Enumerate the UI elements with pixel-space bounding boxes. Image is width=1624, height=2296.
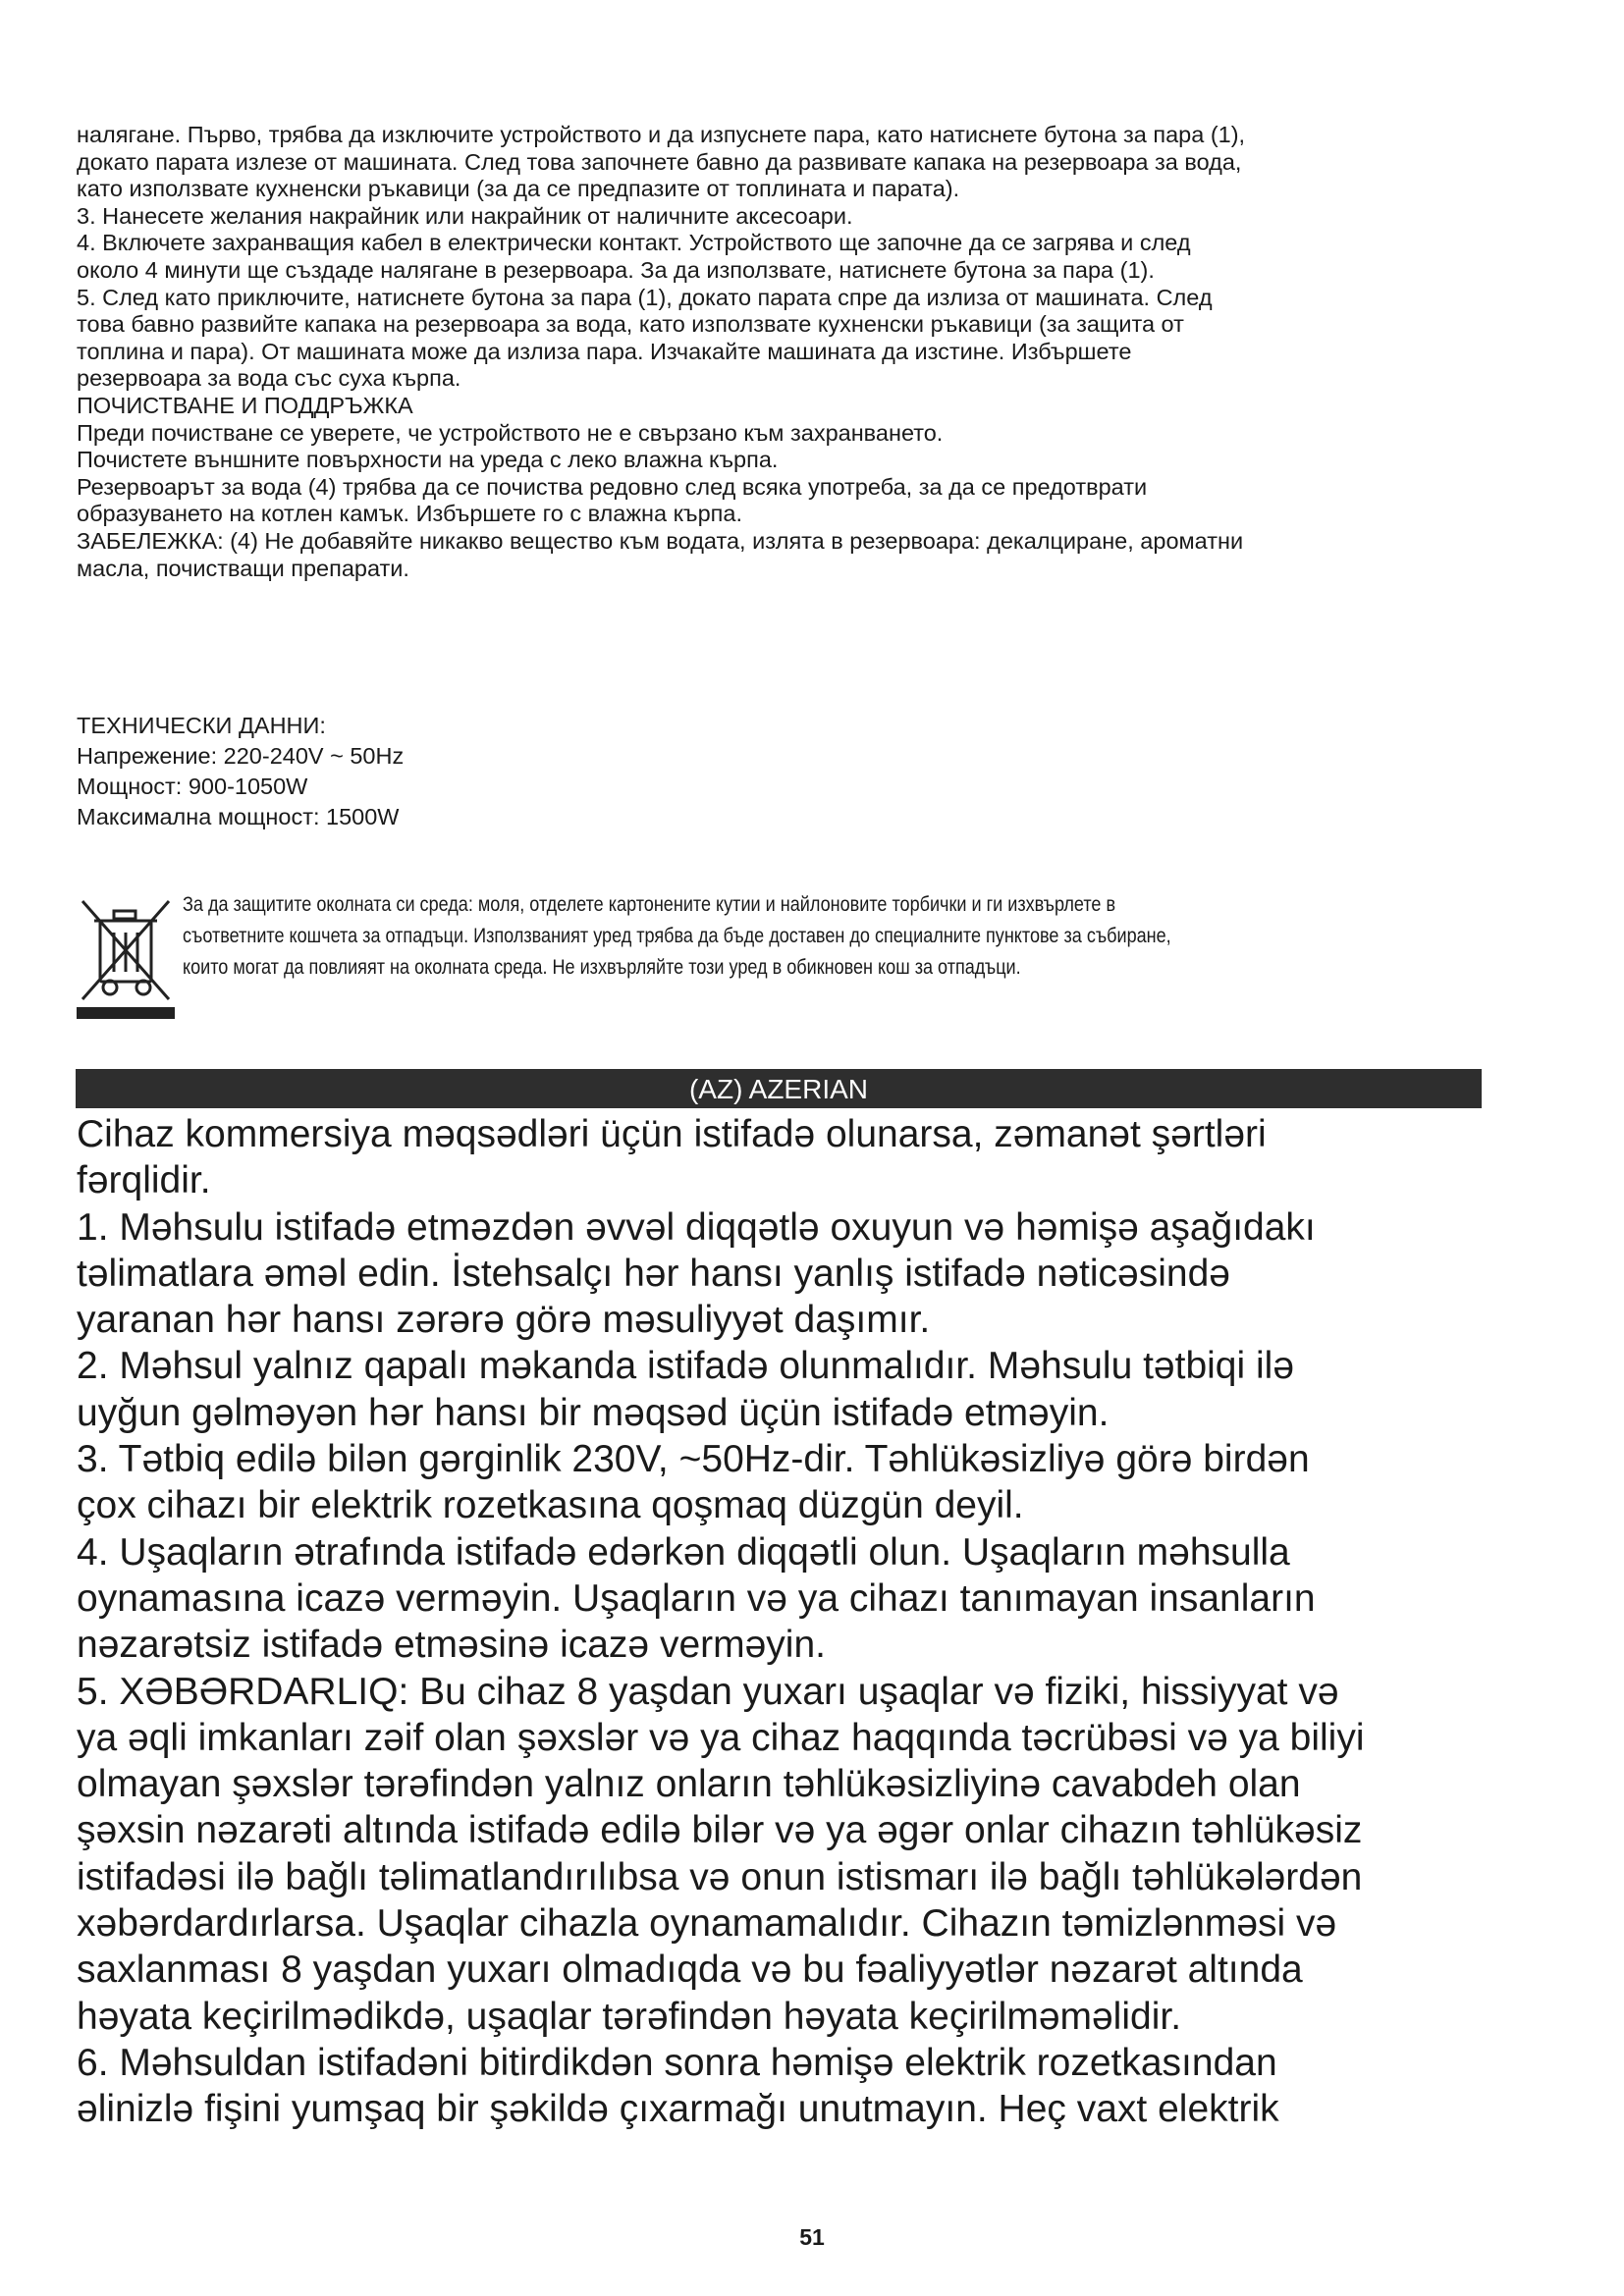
text-line: топлина и пара). От машината може да излиза пара. Изчакайте машината да изстине. Избършете	[77, 338, 1132, 364]
text-line: За да защитите околната си среда: моля, отделете картонените кутии и найлоновите торбички и ги изхвърлете в	[183, 893, 1116, 916]
text-line: çox cihazı bir elektrik rozetkasına qoşmaq düzgün deyil.	[77, 1484, 1024, 1527]
text-line: Cihaz kommersiya məqsədləri üçün istifadə olunarsa, zəmanət şərtləri	[77, 1113, 1267, 1155]
text-line: които могат да повлияят на околната среда. Не изхвърляйте този уред в обикновен кош за отпадъци.	[183, 956, 1021, 979]
crossed-out-wheelie-bin-icon	[75, 891, 177, 1019]
text-line: Резервоарът за вода (4) трябва да се почиства редовно след всяка употреба, за да се предотврати	[77, 473, 1148, 500]
text-line: 1. Məhsulu istifadə etməzdən əvvəl diqqətlə oxuyun və həmişə aşağıdakı	[77, 1205, 1316, 1249]
weee-disposal-notice	[183, 889, 1398, 984]
max-power-spec: Максимална мощност: 1500W	[77, 804, 400, 829]
text-line: həyata keçirilmədikdə, uşaqlar tərəfindən həyata keçirilməməlidir.	[77, 1995, 1182, 2038]
text-line: əlinizlə fişini yumşaq bir şəkildə çıxarmağı unutmayın. Heç vaxt elektrik	[77, 2088, 1279, 2131]
text-line: 5. След като приключите, натиснете бутона за пара (1), докато парата спре да излиза от машината. След	[77, 284, 1213, 310]
text-line: като използвате кухненски ръкавици (за да се предпазите от топлината и парата).	[77, 176, 960, 202]
text-line: 4. Включете захранващия кабел в електрически контакт. Устройството ще започне да се загрява и след	[77, 230, 1191, 256]
text-line: около 4 минути ще създаде налягане в резервоара. За да използвате, натиснете бутона за пара (1).	[77, 256, 1155, 283]
text-line: Почистете външните повърхности на уреда с леко влажна кърпа.	[77, 447, 779, 473]
text-line: şəxsin nəzarəti altında istifadə edilə bilər və ya əgər onlar cihazın təhlükəsiz	[77, 1809, 1363, 1852]
section-heading: ПОЧИСТВАНЕ И ПОДДРЪЖКА	[77, 392, 413, 418]
text-line: nəzarətsiz istifadə etməsinə icazə verməyin.	[77, 1624, 826, 1667]
text-line: 4. Uşaqların ətrafında istifadə edərkən diqqətli olun. Uşaqların məhsulla	[77, 1530, 1290, 1574]
text-line: istifadəsi ilə bağlı təlimatlandırılıbsa və onun istismarı ilə bağlı təhlükələrdən	[77, 1855, 1363, 1898]
text-line: образуването на котлен камък. Избършете го с влажна кърпа.	[77, 501, 742, 527]
text-line: налягане. Първо, трябва да изключите устройството и да изпуснете пара, като натиснете бутона за пара (1),	[77, 122, 1246, 147]
text-line: fərqlidir.	[77, 1159, 211, 1202]
technical-data-heading: ТЕХНИЧЕСКИ ДАННИ:	[77, 713, 326, 738]
text-line: saxlanması 8 yaşdan yuxarı olmadıqda və bu fəaliyyətlər nəzarət altında	[77, 1949, 1303, 1992]
text-line: докато парата излезе от машината. След това започнете бавно да развивате капака на резервоара за вода,	[77, 148, 1242, 175]
text-line: xəbərdardırlarsa. Uşaqlar cihazla oynamamalıdır. Cihazın təmizlənməsi və	[77, 1902, 1337, 1946]
page-number: 51	[799, 2224, 825, 2250]
text-line: uyğun gəlməyən hər hansı bir məqsəd üçün istifadə etməyin.	[77, 1391, 1110, 1434]
text-line: 2. Məhsul yalnız qapalı məkanda istifadə olunmalıdır. Məhsulu tətbiqi ilə	[77, 1345, 1295, 1388]
text-line: съответните кошчета за отпадъци. Използваният уред трябва да бъде доставен до специалните пунктове за събиране,	[183, 925, 1171, 947]
language-section-header: (AZ) AZERIAN	[76, 1069, 1482, 1108]
text-line: olmayan şəxslər tərəfindən yalnız onların təhlükəsizliyinə cavabdeh olan	[77, 1763, 1301, 1806]
azerian-instructions	[77, 1111, 1549, 2133]
text-line: yaranan hər hansı zərərə görə məsuliyyət daşımır.	[77, 1299, 931, 1342]
text-line: təlimatlara əməl edin. İstehsalçı hər hansı yanlış istifadə nəticəsində	[77, 1252, 1230, 1295]
text-line: Преди почистване се уверете, че устройството не е свързано към захранването.	[77, 419, 944, 446]
text-line: 6. Məhsuldan istifadəni bitirdikdən sonra həmişə elektrik rozetkasından	[77, 2041, 1277, 2084]
technical-data	[77, 711, 862, 832]
voltage-spec: Напрежение: 220-240V ~ 50Hz	[77, 743, 405, 769]
text-line: това бавно развийте капака на резервоара за вода, като използвате кухненски ръкавици (за защита от	[77, 311, 1184, 338]
text-line: ya əqli imkanları zəif olan şəxslər və ya cihaz haqqında təcrübəsi və ya biliyi	[77, 1716, 1365, 1759]
text-line: масла, почистващи препарати.	[77, 555, 409, 581]
text-line: oynamasına icazə verməyin. Uşaqların və ya cihazı tanımayan insanların	[77, 1576, 1316, 1620]
text-line: ЗАБЕЛЕЖКА: (4) Не добавяйте никакво вещество към водата, излята в резервоара: декалциране, ароматни	[77, 527, 1244, 554]
bulgarian-instructions	[77, 122, 1569, 582]
text-line: 5. XƏBƏRDARLIQ: Bu cihaz 8 yaşdan yuxarı uşaqlar və fiziki, hissiyyat və	[77, 1670, 1339, 1713]
text-line: 3. Нанесете желания накрайник или накрайник от наличните аксесоари.	[77, 202, 853, 229]
power-spec: Мощност: 900-1050W	[77, 774, 308, 799]
text-line: резервоара за вода със суха кърпа.	[77, 365, 461, 392]
text-line: 3. Tətbiq edilə bilən gərginlik 230V, ~50Hz-dir. Təhlükəsizliyə görə birdən	[77, 1438, 1310, 1481]
